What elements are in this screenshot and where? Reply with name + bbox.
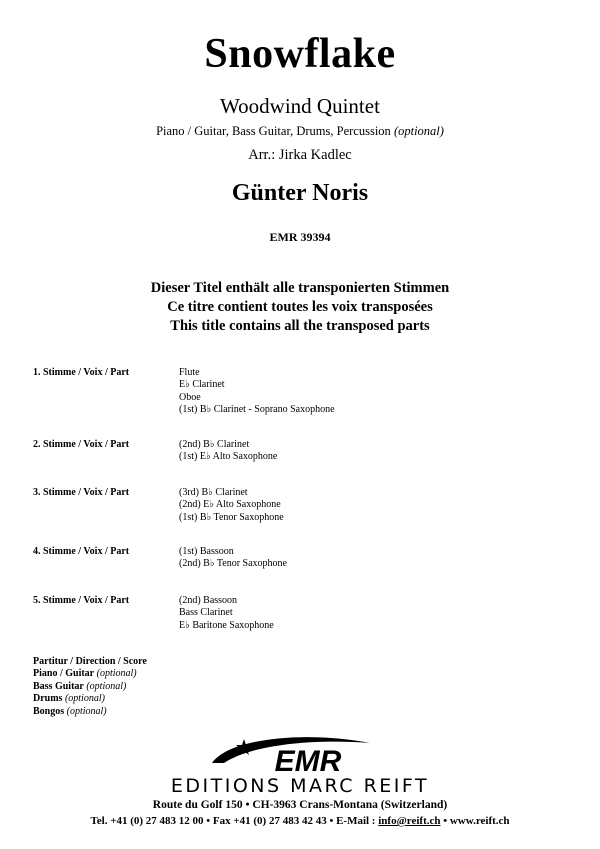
extra-parts-list <box>33 656 147 718</box>
part-3-instruments <box>179 487 284 524</box>
instrument-item: E♭ Baritone Saxophone <box>179 619 274 631</box>
ensemble-subtitle: Woodwind Quintet <box>220 94 380 118</box>
extra-name: Bass Guitar <box>33 680 84 692</box>
instrument-item: (1st) B♭ Tenor Saxophone <box>179 511 284 523</box>
extra-note: (optional) <box>96 668 137 680</box>
publisher-address: Route du Golf 150 • CH-3963 Crans-Montana (Switzerland) <box>152 799 448 811</box>
part-4-instruments <box>179 546 287 571</box>
extra-item <box>33 706 147 718</box>
email-link[interactable]: info@reift.ch <box>378 815 441 827</box>
extra-note: (optional) <box>66 705 107 717</box>
part-1-label: 1. Stimme / Voix / Part <box>33 367 130 378</box>
instrument-item: Bass Clarinet <box>179 607 233 619</box>
composer: Günter Noris <box>231 180 369 206</box>
instrument-item: (3rd) B♭ Clarinet <box>179 487 248 498</box>
instrument-item: Flute <box>179 367 200 378</box>
extra-name: Bongos <box>33 705 65 717</box>
instrument-item: (2nd) E♭ Alto Saxophone <box>179 499 281 511</box>
extra-note: (optional) <box>86 680 127 692</box>
extra-item <box>33 668 147 680</box>
extra-item <box>33 656 147 668</box>
contact-suffix: • www.reift.ch <box>440 815 510 827</box>
publisher-name: EDITIONS MARC REIFT <box>170 775 430 797</box>
optional-instruments <box>0 124 600 139</box>
logo-text: EMR <box>274 745 342 778</box>
instruments-optional: (optional) <box>393 124 444 138</box>
instrument-item: E♭ Clarinet <box>179 379 225 391</box>
part-2-instruments <box>179 439 277 464</box>
instrument-item: (2nd) Bassoon <box>179 595 238 606</box>
instrument-item: (1st) E♭ Alto Saxophone <box>179 451 278 463</box>
extra-item <box>33 693 147 705</box>
arranger: Arr.: Jirka Kadlec <box>248 147 352 163</box>
instrument-item: (2nd) B♭ Clarinet <box>179 439 250 450</box>
extra-note: (optional) <box>64 693 105 705</box>
part-2-label: 2. Stimme / Voix / Part <box>33 439 130 450</box>
part-4-label: 4. Stimme / Voix / Part <box>33 546 130 557</box>
notice-english: This title contains all the transposed parts <box>170 318 430 334</box>
part-3-label: 3. Stimme / Voix / Part <box>33 487 130 498</box>
instrument-item: (1st) B♭ Clarinet - Soprano Saxophone <box>179 404 335 416</box>
catalog-number: EMR 39394 <box>269 230 331 244</box>
extra-item <box>33 681 147 693</box>
publisher-contact <box>0 815 600 827</box>
part-5-instruments <box>179 595 274 632</box>
instrument-item: (2nd) B♭ Tenor Saxophone <box>179 558 287 570</box>
score-title: Snowflake <box>204 31 396 77</box>
extra-name: Partitur / Direction / Score <box>33 656 147 667</box>
part-1-instruments <box>179 367 335 417</box>
notice-french: Ce titre contient toutes les voix transposées <box>167 299 433 315</box>
extra-name: Drums <box>33 693 63 705</box>
instrument-item: (1st) Bassoon <box>179 546 234 557</box>
instrument-item: Oboe <box>179 391 201 403</box>
part-5-label: 5. Stimme / Voix / Part <box>33 595 130 606</box>
extra-name: Piano / Guitar <box>33 668 95 680</box>
instruments-text: Piano / Guitar, Bass Guitar, Drums, Percussion <box>156 124 391 138</box>
contact-prefix: Tel. +41 (0) 27 483 12 00 • Fax +41 (0) 27 483 42 43 • E-Mail : <box>90 815 379 827</box>
notice-german: Dieser Titel enthält alle transponierten Stimmen <box>150 280 450 296</box>
